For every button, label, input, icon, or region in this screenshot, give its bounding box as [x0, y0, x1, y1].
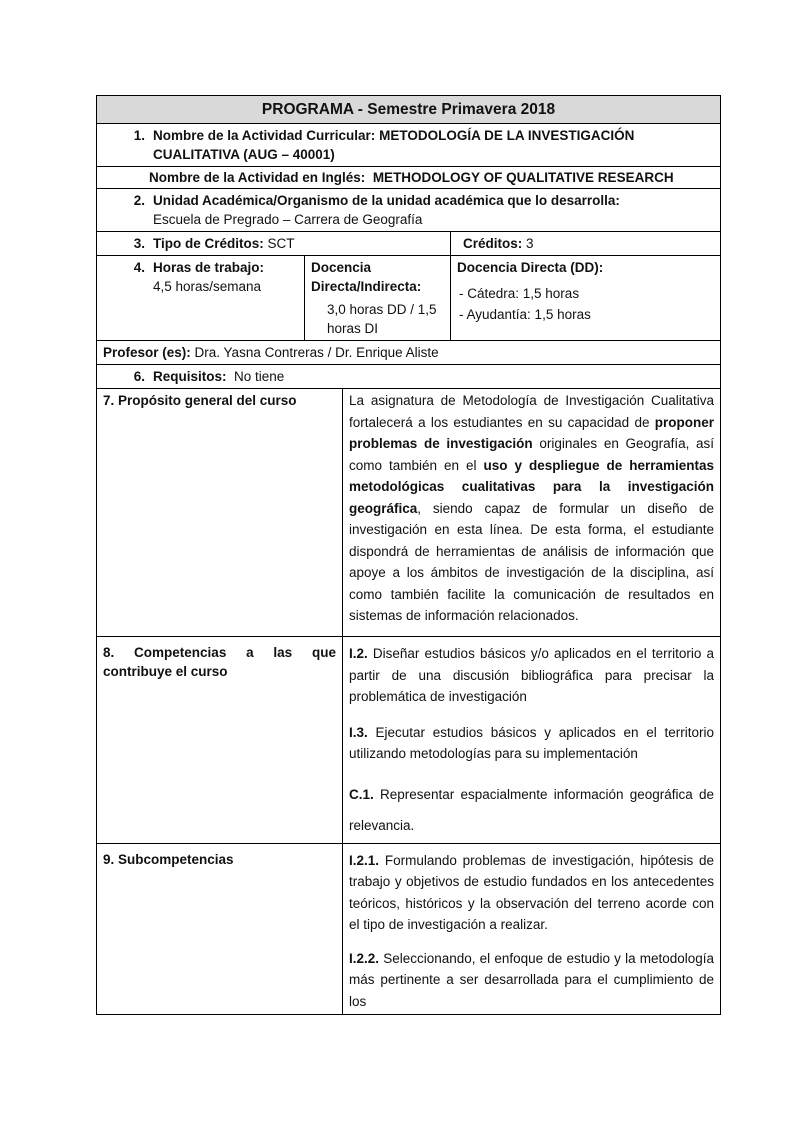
credit-type-value: SCT — [267, 236, 295, 251]
purpose-text-part: , siendo capaz de formular un diseño de investigación en esta línea. De esta forma, el estudiante dispondrá de herramientas de análisis de información que apoye a los ámbitos de investigación de la disciplina, así como también facilite la comunicación de resultados en sistemas de información relacionados. — [349, 500, 715, 623]
purpose-text-part: La asignatura de Metodología de Investigación Cualitativa fortalecerá a los estudiantes en su capacidad de — [349, 393, 715, 430]
subcompetency-text: Formulando problemas de investigación, hipótesis de trabajo y objetivos de estudio fundados en los antecedentes teóricos, históricos y la observación del terreno acorde con el tipo de investigación a realizar. — [349, 852, 715, 932]
competencies-row — [97, 637, 721, 844]
purpose-bold-part: proponer problemas de investigación — [349, 414, 715, 451]
english-name-label: Nombre de la Actividad en Inglés: — [149, 170, 366, 185]
subcompetency-code: I.2.2. — [349, 950, 380, 966]
purpose-label: 7. Propósito general del curso — [97, 389, 343, 637]
academic-unit-row — [97, 189, 721, 232]
credits-value: 3 — [526, 236, 534, 251]
row1-number: 1. — [133, 128, 145, 143]
direct-indirect-value: 3,0 horas DD / 1,5 horas DI — [327, 302, 437, 336]
direct-teaching-item: - Cátedra: 1,5 horas — [459, 286, 580, 301]
academic-unit-cell — [97, 189, 721, 232]
course-name-row — [97, 124, 721, 167]
row3-number: 3. — [133, 236, 145, 251]
hours-cell — [97, 256, 305, 341]
direct-teaching-label: Docencia Directa (DD): — [457, 260, 604, 275]
professor-label: Profesor (es): — [103, 345, 191, 360]
direct-indirect-cell — [305, 256, 451, 341]
subcompetencies-row — [97, 843, 721, 1015]
title-rest: Semestre Primavera 2018 — [367, 101, 556, 118]
hours-value: 4,5 horas/semana — [153, 279, 262, 294]
direct-teaching-item: - Ayudantía: 1,5 horas — [459, 307, 591, 322]
requirements-value: No tiene — [234, 369, 285, 384]
requirements-label: Requisitos: — [153, 369, 227, 384]
competencies-label-word: las — [273, 645, 293, 660]
title-bold: PROGRAMA - — [261, 101, 368, 118]
subcompetency-text: Seleccionando, el enfoque de estudio y la metodología más pertinente a ser desarrollada para el cumplimiento de los — [349, 950, 715, 1009]
competency-text: Diseñar estudios básicos y/o aplicados en el territorio a partir de una discusión bibliográfica para precisar la problemática de investigación — [349, 646, 715, 704]
requirements-cell — [97, 365, 721, 389]
purpose-text-part: originales en Geografía, así como también en el — [349, 436, 715, 473]
direct-teaching-cell — [451, 256, 721, 341]
credits-label: Créditos: — [463, 236, 523, 251]
professor-cell — [97, 341, 721, 365]
english-name-value: METHODOLOGY OF QUALITATIVE RESEARCH — [372, 170, 674, 185]
program-table — [96, 95, 721, 1015]
professor-value: Dra. Yasna Contreras / Dr. Enrique Aliste — [194, 345, 439, 360]
hours-label: Horas de trabajo: — [153, 260, 265, 275]
competency-text: Representar espacialmente información geográfica de relevancia. — [349, 786, 715, 833]
professor-row — [97, 341, 721, 365]
subcompetencies-label: 9. Subcompetencias — [97, 843, 343, 1015]
competencies-label — [103, 643, 336, 662]
competencies-list — [343, 637, 721, 844]
requirements-row — [97, 365, 721, 389]
competency-item — [349, 643, 714, 708]
course-name-label: Nombre de la Actividad Curricular: — [153, 128, 376, 143]
competency-text: Ejecutar estudios básicos y aplicados en el territorio utilizando metodologías para su implementación — [349, 724, 715, 761]
credit-type-cell — [97, 232, 451, 256]
course-name-cell — [97, 124, 721, 167]
competency-item — [349, 722, 714, 765]
english-name-row — [97, 167, 721, 189]
row6-number: 6. — [133, 369, 145, 384]
academic-unit-label: Unidad Académica/Organismo de la unidad académica que lo desarrolla: — [153, 193, 620, 208]
purpose-bold-part: uso y despliegue de herramientas metodológicas cualitativas para la investigación geográfica — [349, 457, 715, 516]
competency-item — [349, 779, 714, 841]
course-name-value-2: CUALITATIVA (AUG – 40001) — [153, 147, 335, 162]
direct-teaching-list — [457, 283, 714, 325]
program-document — [96, 95, 720, 1015]
competencies-label-word: que — [311, 645, 336, 660]
course-name-value-1: METODOLOGÍA DE LA INVESTIGACIÓN — [379, 128, 635, 143]
competencies-label-word: a — [246, 645, 254, 660]
competencies-label-cell — [97, 637, 343, 844]
page-title — [97, 96, 721, 124]
credit-type-label: Tipo de Créditos: — [153, 236, 264, 251]
competencies-label-word: 8. — [103, 645, 115, 660]
credits-cell — [451, 232, 721, 256]
subcompetencies-list — [343, 843, 721, 1015]
direct-indirect-label: Docencia Directa/Indirecta: — [311, 260, 422, 294]
hours-row — [97, 256, 721, 341]
academic-unit-value: Escuela de Pregrado – Carrera de Geografía — [153, 212, 423, 227]
row2-number: 2. — [133, 193, 145, 208]
row4-number: 4. — [133, 260, 145, 275]
competency-code: I.3. — [349, 724, 368, 740]
subcompetency-code: I.2.1. — [349, 852, 380, 868]
english-name-cell — [97, 167, 721, 189]
purpose-row — [97, 389, 721, 637]
purpose-text — [343, 389, 721, 637]
subcompetency-item — [349, 850, 714, 936]
competency-code: I.2. — [349, 646, 368, 661]
credits-row — [97, 232, 721, 256]
competencies-label-word: Competencias — [134, 645, 227, 660]
subcompetency-item — [349, 948, 714, 1013]
competency-code: C.1. — [349, 786, 374, 802]
competencies-label-line2: contribuye el curso — [103, 664, 228, 679]
title-row — [97, 96, 721, 124]
